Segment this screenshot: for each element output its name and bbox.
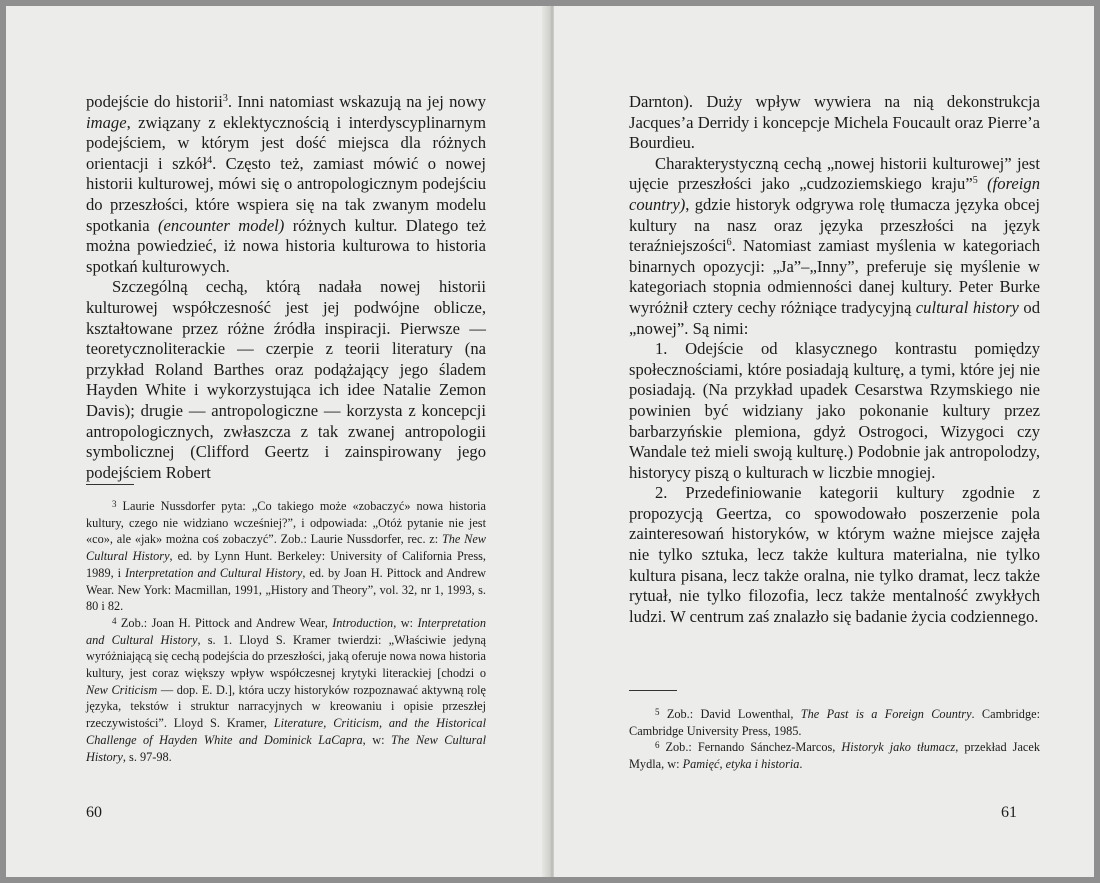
footnote-separator	[86, 484, 134, 485]
left-paragraph-2: Szczególną cechą, którą nadała nowej historii kulturowej współczesność jest jej podwójne oblicze, kształtowane przez różne źródła inspiracji. Pierwsze — teoretycznoliterackie — czerpie z teorii literatury (na przykład Roland Barthes oraz podążający jego śladem Hayden White i wykorzystująca ich idee Natalie Zemon Davis); drugie — antropologiczne — korzysta z koncepcji antropologicznych, zwłaszcza z tak zwanej antropologii symbolicznej (Clifford Geertz i zainspirowany jego podejściem Robert	[86, 277, 486, 482]
right-footnotes	[629, 706, 1040, 773]
italic-image: image	[86, 112, 127, 132]
footnote-ref-3: 3	[222, 93, 228, 104]
footnote-5: $^5$ Zob.: David Lowenthal, The Past is a Foreign Country. Cambridge: Cambridge University Press, 1985.	[629, 707, 1040, 738]
right-page	[554, 6, 1094, 877]
right-body-text	[629, 92, 1040, 627]
left-footnotes	[86, 498, 486, 765]
footnote-3: $^3$ Laurie Nussdorfer pyta: „Co takiego może «zobaczyć» nowa historia kultury, czego nie widziano wcześniej?”, i odpowiada: „Otóż pytanie nie jest «co», ale «jak» można coś zobaczyć”. Zob.: Laurie Nussdorfer, rec. z: The New Cultural History, ed. by Lynn Hunt. Berkeley: University of California Press, 1989, i Interpretation and Cultural History, ed. by Joan H. Pittock and Andrew Wear. New York: Macmillan, 1991, „History and Theory”, vol. 32, nr 1, 1993, s. 80 i 82.	[86, 499, 486, 614]
left-paragraph-1: podejście do historii$^3$. Inni natomiast wskazują na jej nowy image, związany z eklektycznością i interdyscyplinarnym podejściem, w którym jest dość miejsca dla różnych orientacji i szkół$^4$. Często też, zamiast mówić o nowej historii kulturowej, mówi się o antropologicznym podejściu do przeszłości, które wspiera się na tak zwanym modelu spotkania (encounter model) różnych kultur. Dlatego też można powiedzieć, iż nowa historia kulturowa to historia spotkań kulturowych.	[86, 92, 487, 276]
italic-cultural-history: cultural history	[915, 297, 1019, 317]
italic-foreign-country: (foreign country)	[629, 174, 1040, 214]
left-body-text	[86, 92, 486, 483]
right-paragraph-3: 1. Odejście od klasycznego kontrastu pomiędzy społecznościami, które posiadają kulturę, a tymi, które jej nie posiadają. (Na przykład upadek Cesarstwa Rzymskiego nie powinien być widziany jako pokonanie kultury przez barbarzyńskie plemiona, gdyż Ostrogoci, Wizygoci czy Wandale też mieli swoją kulturę.) Podobnie jak antropolodzy, historycy piszą o kulturach w liczbie mnogiej.	[629, 339, 1040, 482]
page-number-right: 61	[1001, 804, 1017, 821]
footnote-ref-5: 5	[972, 175, 978, 187]
left-page	[6, 6, 548, 877]
footnote-ref-4: 4	[207, 154, 213, 166]
right-paragraph-4: 2. Przedefiniowanie kategorii kultury zgodnie z propozycją Geertza, co spowodowało poszerzenie pola zainteresowań historyków, w którym ważne miejsce zajęła nie tylko sztuka, lecz także kultura materialna, nie tylko kultura pisana, lecz także oralna, nie tylko dramat, lecz także rytuał, nie tylko filozofia, lecz także mentalność zwykłych ludzi. W centrum zaś znalazło się badanie życia codziennego.	[629, 483, 1040, 626]
footnote-separator	[629, 690, 677, 691]
footnote-4: $^4$ Zob.: Joan H. Pittock and Andrew Wear, Introduction, w: Interpretation and Cultural History, s. 1. Lloyd S. Kramer twierdzi: „Właściwie jedyną wyróżniającą się cechą podejścia do przeszłości, jaką oferuje nowa nowa historia kultury, jest coraz większy wpływ współczesnej krytyki literackiej [chodzi o New Criticism — dop. E. D.], która uczy historyków rozpoznawać aktywną rolę języka, tekstów i struktur narracyjnych w kreowaniu i opisie przeszłej rzeczywistości”. Lloyd S. Kramer, Literature, Criticism, and the Historical Challenge of Hayden White and Dominick LaCapra, w: The New Cultural History, s. 97-98.	[86, 615, 487, 764]
right-paragraph-2: Charakterystyczną cechą „nowej historii kulturowej” jest ujęcie przeszłości jako „cudzoziemskiego kraju”$^5$ (foreign country), gdzie historyk odgrywa rolę tłumacza języka obcej kultury na nasz oraz języka przeszłości na język teraźniejszości$^6$. Natomiast zamiast myślenia w kategoriach binarnych opozycji: „Ja”–„Inny”, preferuje się myślenie w kategoriach stopnia odmienności danej kultury. Peter Burke wyróżnił cztery cechy różniące tradycyjną cultural history od „nowej”. Są nimi:	[629, 153, 1040, 338]
footnote-ref-6: 6	[726, 237, 732, 249]
right-paragraph-1: Darnton). Duży wpływ wywiera na nią dekonstrukcja Jacques’a Derridy i koncepcje Michela Foucault oraz Pierre’a Bourdieu.	[629, 92, 1040, 153]
book-spread	[6, 6, 1094, 877]
footnote-6: $^6$ Zob.: Fernando Sánchez-Marcos, Historyk jako tłumacz, przekład Jacek Mydla, w: Pamięć, etyka i historia.	[629, 740, 1040, 772]
page-number-left: 60	[86, 804, 102, 821]
italic-encounter-model: (encounter model)	[157, 215, 285, 235]
